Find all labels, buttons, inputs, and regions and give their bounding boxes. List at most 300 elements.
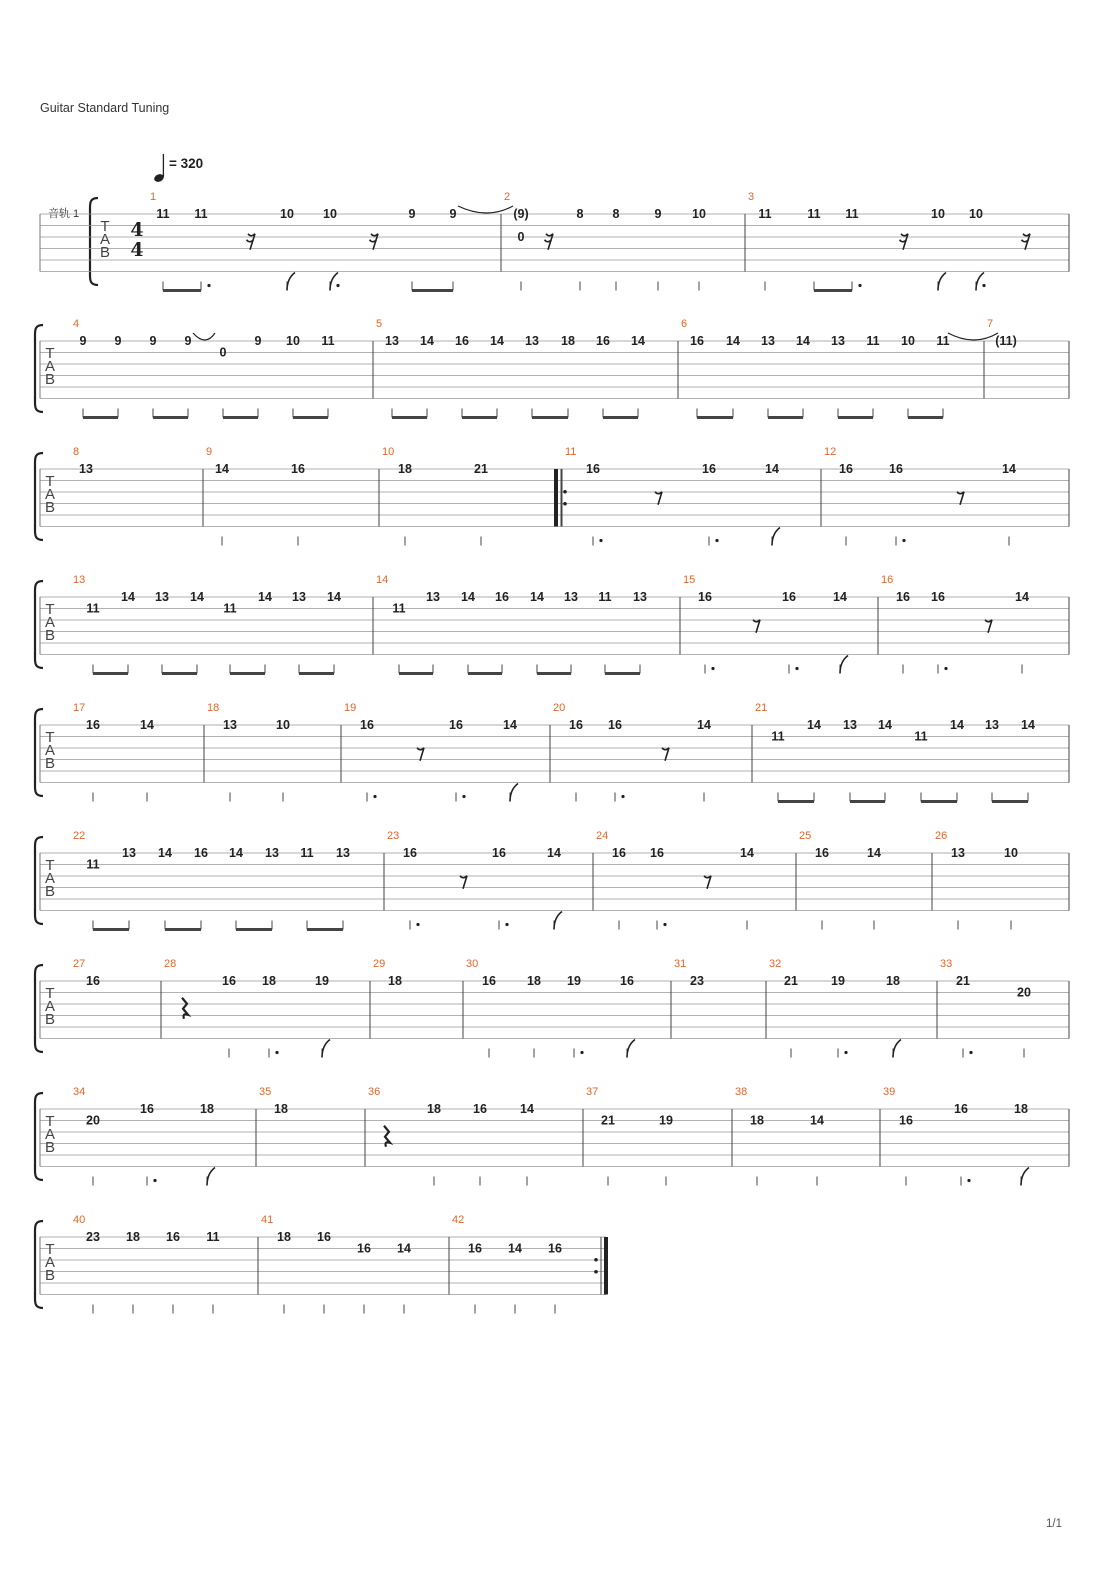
note-beam <box>603 416 638 419</box>
fret-number: 0 <box>219 345 227 360</box>
eighth-rest <box>985 620 992 633</box>
fret-number: 16 <box>468 1241 482 1256</box>
measure-number: 27 <box>73 958 86 970</box>
measure-number: 8 <box>73 446 80 458</box>
fret-number: 16 <box>403 846 417 860</box>
staff-bracket <box>35 325 43 412</box>
fret-number: 10 <box>692 207 706 221</box>
duration-dot <box>580 1051 583 1054</box>
fret-number: 14 <box>807 718 821 732</box>
eighth-rest <box>753 620 760 633</box>
note-beam <box>293 416 328 419</box>
measure-number: 5 <box>376 318 383 330</box>
fret-number: 14 <box>461 590 475 604</box>
measure-number: 40 <box>73 1214 86 1226</box>
tab-clef-letter: B <box>44 1011 56 1028</box>
fret-number: 13 <box>292 590 306 604</box>
measure-number: 23 <box>387 830 400 842</box>
measure <box>881 574 1069 674</box>
duration-dot <box>967 1179 970 1182</box>
staff-bracket <box>35 581 43 668</box>
fret-number: 16 <box>166 1230 180 1244</box>
fret-number: 11 <box>223 601 237 616</box>
tie-arc <box>948 333 998 340</box>
fret-number: 9 <box>79 334 87 348</box>
fret-number: 11 <box>206 1230 220 1244</box>
fret-number: 8 <box>576 207 584 221</box>
note-beam <box>537 672 571 675</box>
measure <box>344 702 550 802</box>
fret-number: 16 <box>317 1230 331 1244</box>
fret-number: 16 <box>86 718 100 732</box>
staff-bracket <box>35 1093 43 1180</box>
measure-number: 18 <box>207 702 220 714</box>
fret-number: 9 <box>254 334 262 348</box>
measure <box>368 1086 583 1186</box>
note-beam <box>83 416 118 419</box>
measure-number: 22 <box>73 830 86 842</box>
duration-dot <box>663 923 666 926</box>
fret-number: 11 <box>156 207 170 221</box>
fret-number: 16 <box>815 846 829 860</box>
fret-number: 16 <box>889 462 903 476</box>
fret-number: 13 <box>633 590 647 604</box>
sixteenth-rest <box>900 234 909 250</box>
measure-number: 6 <box>681 318 688 330</box>
fret-number: 21 <box>601 1113 615 1128</box>
fret-number: 14 <box>397 1241 411 1256</box>
staff-system <box>35 702 1069 803</box>
fret-number: 14 <box>530 590 544 604</box>
measure-number: 13 <box>73 574 86 586</box>
note-flag <box>627 1040 635 1058</box>
measure-number: 26 <box>935 830 948 842</box>
fret-number: 9 <box>408 207 416 221</box>
fret-number: 18 <box>126 1230 140 1244</box>
fret-number: 16 <box>495 590 509 604</box>
duration-dot <box>505 923 508 926</box>
measure-number: 1 <box>150 191 157 203</box>
note-flag <box>893 1040 901 1058</box>
fret-number: 16 <box>620 974 634 988</box>
eighth-rest <box>655 492 662 505</box>
tab-clef-letter: T <box>45 1241 55 1258</box>
note-beam <box>468 672 502 675</box>
fret-number: 18 <box>1014 1102 1028 1116</box>
fret-number: 11 <box>392 601 406 616</box>
note-beam <box>778 800 814 803</box>
time-signature-digit: 4 <box>130 219 144 241</box>
staff-bracket <box>35 453 43 540</box>
fret-number: 16 <box>612 846 626 860</box>
measure-number: 19 <box>344 702 357 714</box>
measure-number: 38 <box>735 1086 748 1098</box>
measure <box>382 446 562 546</box>
tab-clef-letter: B <box>44 883 56 900</box>
note-flag <box>287 273 295 291</box>
tie-arc <box>458 206 513 213</box>
fret-number: 16 <box>608 718 622 732</box>
repeat-dot <box>594 1258 598 1262</box>
measure <box>376 318 678 419</box>
track-name: 音轨 1 <box>48 208 80 220</box>
fret-number: 10 <box>323 207 337 221</box>
measure <box>735 1086 880 1186</box>
fret-number: 21 <box>784 974 798 988</box>
staff-system <box>35 1214 608 1314</box>
fret-number: 14 <box>740 846 754 860</box>
fret-number: 14 <box>490 334 504 348</box>
measure <box>207 702 341 802</box>
note-beam <box>153 416 188 419</box>
fret-number: 10 <box>1004 846 1018 860</box>
repeat-end-thick <box>604 1237 608 1295</box>
measure <box>73 958 161 1039</box>
note-beam <box>412 289 453 292</box>
note-beam <box>93 672 128 675</box>
tab-clef-letter: T <box>45 601 55 618</box>
measure-number: 9 <box>206 446 213 458</box>
measure-number: 31 <box>674 958 687 970</box>
fret-number: 11 <box>300 846 314 860</box>
note-beam <box>908 416 943 419</box>
fret-number: 13 <box>426 590 440 604</box>
fret-number: 16 <box>782 590 796 604</box>
fret-number: 16 <box>899 1113 913 1128</box>
fret-number: 9 <box>114 334 122 348</box>
note-beam <box>236 928 272 931</box>
note-flag <box>510 784 518 802</box>
fret-number: 16 <box>586 462 600 476</box>
measure <box>376 574 680 675</box>
measure <box>987 318 1069 399</box>
fret-number: 14 <box>503 718 517 732</box>
measure <box>73 702 204 802</box>
fret-number: 13 <box>525 334 539 348</box>
note-flag <box>938 273 946 291</box>
measure <box>73 318 373 419</box>
duration-dot <box>373 795 376 798</box>
fret-number: 13 <box>985 718 999 732</box>
measure-number: 16 <box>881 574 894 586</box>
fret-number: 13 <box>122 846 136 860</box>
note-beam <box>814 289 852 292</box>
staff-system <box>35 318 1069 419</box>
fret-number: 16 <box>839 462 853 476</box>
measure-number: 25 <box>799 830 812 842</box>
measure-number: 24 <box>596 830 609 842</box>
eighth-rest <box>460 876 467 889</box>
note-beam <box>838 416 873 419</box>
note-beam <box>399 672 433 675</box>
eighth-rest <box>957 492 964 505</box>
duration-dot <box>795 667 798 670</box>
staff-system <box>35 830 1069 931</box>
note-beam <box>230 672 265 675</box>
fret-number: 11 <box>914 729 928 744</box>
fret-number: 13 <box>223 718 237 732</box>
measure <box>935 830 1069 930</box>
fret-number: 11 <box>936 334 950 348</box>
fret-number: 14 <box>1021 718 1035 732</box>
tab-clef-letter: T <box>45 857 55 874</box>
tab-clef-letter: B <box>44 1267 56 1284</box>
fret-number: 9 <box>149 334 157 348</box>
fret-number: 13 <box>951 846 965 860</box>
duration-dot <box>902 539 905 542</box>
measure <box>504 191 745 291</box>
measure <box>824 446 1069 546</box>
staff-bracket <box>35 965 43 1052</box>
fret-number: (9) <box>513 207 529 221</box>
measure <box>150 191 513 292</box>
fret-number: 20 <box>86 1113 100 1128</box>
tab-clef-letter: B <box>44 499 56 516</box>
tab-clef-letter: B <box>44 1139 56 1156</box>
measure <box>596 830 796 930</box>
fret-number: 10 <box>286 334 300 348</box>
measure <box>373 958 463 1039</box>
repeat-dot <box>594 1270 598 1274</box>
staff-system <box>35 958 1069 1058</box>
fret-number: 10 <box>276 718 290 732</box>
measure <box>466 958 671 1058</box>
measure <box>73 1086 256 1186</box>
eighth-rest <box>417 748 424 761</box>
note-flag <box>772 528 780 546</box>
fret-number: 16 <box>222 974 236 988</box>
measure <box>683 574 878 674</box>
fret-number: 18 <box>398 462 412 476</box>
fret-number: 14 <box>765 462 779 476</box>
fret-number: 14 <box>420 334 434 348</box>
fret-number: 18 <box>561 334 575 348</box>
duration-dot <box>416 923 419 926</box>
fret-number: 16 <box>360 718 374 732</box>
tuning-label: Guitar Standard Tuning <box>40 101 170 115</box>
tab-clef-letter: A <box>44 486 56 503</box>
measure-number: 14 <box>376 574 389 586</box>
tab-clef-letter: A <box>44 870 56 887</box>
measure-number: 17 <box>73 702 86 714</box>
fret-number: 8 <box>612 207 620 221</box>
staff-system <box>35 574 1069 675</box>
fret-number: 10 <box>931 207 945 221</box>
tab-clef-letter: T <box>100 218 110 235</box>
note-beam <box>392 416 427 419</box>
measure <box>164 958 370 1058</box>
fret-number: 14 <box>520 1102 534 1116</box>
fret-number: 18 <box>388 974 402 988</box>
measure-number: 36 <box>368 1086 381 1098</box>
staff-system <box>35 1086 1069 1186</box>
measure <box>748 191 1069 292</box>
fret-number: 9 <box>654 207 662 221</box>
fret-number: 16 <box>482 974 496 988</box>
measure <box>586 1086 732 1186</box>
sixteenth-rest <box>247 234 256 250</box>
fret-number: 16 <box>596 334 610 348</box>
duration-dot <box>462 795 465 798</box>
measure-number: 20 <box>553 702 566 714</box>
measure-number: 32 <box>769 958 782 970</box>
fret-number: 16 <box>455 334 469 348</box>
measure <box>940 958 1069 1058</box>
duration-dot <box>858 284 861 287</box>
note-beam <box>165 928 201 931</box>
measure-number: 21 <box>755 702 768 714</box>
measure-number: 10 <box>382 446 395 458</box>
measure <box>681 318 998 419</box>
note-beam <box>921 800 957 803</box>
measure-number: 37 <box>586 1086 599 1098</box>
fret-number: 16 <box>449 718 463 732</box>
fret-number: 14 <box>229 846 243 860</box>
tab-clef-letter: A <box>99 231 111 248</box>
fret-number: 11 <box>321 334 335 348</box>
staff-system <box>40 191 1069 292</box>
fret-number: 9 <box>449 207 457 221</box>
fret-number: 18 <box>750 1113 764 1128</box>
fret-number: 16 <box>650 846 664 860</box>
note-beam <box>93 928 129 931</box>
fret-number: 14 <box>508 1241 522 1256</box>
fret-number: 14 <box>726 334 740 348</box>
fret-number: 16 <box>931 590 945 604</box>
duration-dot <box>599 539 602 542</box>
fret-number: 16 <box>357 1241 371 1256</box>
note-beam <box>299 672 334 675</box>
note-flag <box>840 656 848 674</box>
fret-number: 10 <box>969 207 983 221</box>
measure-number: 11 <box>565 446 577 458</box>
fret-number: 14 <box>1015 590 1029 604</box>
measure-number: 7 <box>987 318 994 330</box>
fret-number: 16 <box>140 1102 154 1116</box>
fret-number: 14 <box>158 846 172 860</box>
measure <box>553 702 752 802</box>
tab-clef-letter: B <box>44 371 56 388</box>
staff-bracket <box>35 837 43 924</box>
staff-bracket <box>90 198 98 285</box>
fret-number: 14 <box>833 590 847 604</box>
note-flag <box>330 273 338 291</box>
fret-number: 14 <box>327 590 341 604</box>
sixteenth-rest <box>1022 234 1031 250</box>
tie-arc <box>193 333 215 340</box>
note-beam <box>162 672 197 675</box>
measure <box>73 446 203 527</box>
fret-number: 13 <box>155 590 169 604</box>
measure <box>73 574 373 675</box>
fret-number: 16 <box>569 718 583 732</box>
note-beam <box>697 416 733 419</box>
fret-number: 11 <box>758 207 772 221</box>
fret-number: 14 <box>878 718 892 732</box>
fret-number: 16 <box>954 1102 968 1116</box>
note-flag <box>207 1168 215 1186</box>
fret-number: 13 <box>564 590 578 604</box>
tab-clef-letter: A <box>44 1254 56 1271</box>
fret-number: 11 <box>194 207 208 221</box>
repeat-dot <box>563 490 567 494</box>
note-flag <box>1021 1168 1029 1186</box>
fret-number: 13 <box>265 846 279 860</box>
measure-number: 2 <box>504 191 511 203</box>
fret-number: 14 <box>1002 462 1016 476</box>
fret-number: 14 <box>258 590 272 604</box>
measure-number: 4 <box>73 318 80 330</box>
fret-number: 13 <box>336 846 350 860</box>
fret-number: 14 <box>810 1113 824 1128</box>
fret-number: 13 <box>843 718 857 732</box>
fret-number: 18 <box>274 1102 288 1116</box>
fret-number: 13 <box>761 334 775 348</box>
fret-number: 21 <box>956 974 970 988</box>
fret-number: 18 <box>200 1102 214 1116</box>
note-beam <box>462 416 497 419</box>
measure-number: 33 <box>940 958 953 970</box>
fret-number: 18 <box>277 1230 291 1244</box>
fret-number: 16 <box>896 590 910 604</box>
note-beam <box>163 289 201 292</box>
note-beam <box>605 672 640 675</box>
fret-number: 21 <box>474 462 488 476</box>
fret-number: 11 <box>771 729 785 744</box>
duration-dot <box>982 284 985 287</box>
measure-number: 30 <box>466 958 479 970</box>
fret-number: (11) <box>995 334 1017 348</box>
measure-number: 28 <box>164 958 177 970</box>
tab-clef-letter: T <box>45 473 55 490</box>
measure-number: 29 <box>373 958 386 970</box>
measure <box>206 446 379 546</box>
measure <box>259 1086 365 1167</box>
fret-number: 14 <box>547 846 561 860</box>
tab-clef-letter: B <box>99 244 111 261</box>
fret-number: 19 <box>831 974 845 988</box>
fret-number: 14 <box>190 590 204 604</box>
staff-bracket <box>35 1221 43 1308</box>
fret-number: 14 <box>796 334 810 348</box>
note-beam <box>532 416 568 419</box>
fret-number: 16 <box>698 590 712 604</box>
fret-number: 20 <box>1017 985 1031 1000</box>
fret-number: 18 <box>427 1102 441 1116</box>
tab-clef-letter: T <box>45 985 55 1002</box>
measure <box>452 1214 608 1314</box>
staff-bracket <box>35 709 43 796</box>
measure <box>387 830 593 930</box>
tab-clef-letter: A <box>44 998 56 1015</box>
time-signature-digit: 4 <box>130 239 144 261</box>
staff-system <box>35 446 1069 546</box>
fret-number: 13 <box>385 334 399 348</box>
duration-dot <box>336 284 339 287</box>
fret-number: 16 <box>548 1241 562 1256</box>
fret-number: 16 <box>86 974 100 988</box>
note-flag <box>554 912 562 930</box>
fret-number: 11 <box>866 334 880 348</box>
fret-number: 19 <box>315 974 329 988</box>
fret-number: 14 <box>950 718 964 732</box>
fret-number: 18 <box>527 974 541 988</box>
note-beam <box>768 416 803 419</box>
measure <box>883 1086 1069 1186</box>
duration-dot <box>153 1179 156 1182</box>
measure-number: 15 <box>683 574 696 586</box>
note-beam <box>850 800 885 803</box>
